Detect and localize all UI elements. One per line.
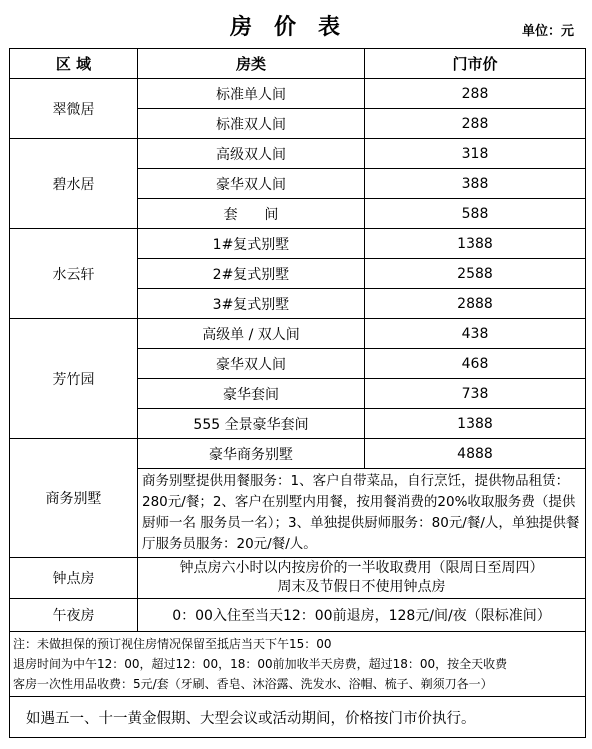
table-row	[10, 558, 586, 599]
price-cell: 2888	[365, 289, 586, 319]
table-row	[10, 319, 586, 349]
room-type-cell: 套 间	[138, 199, 365, 229]
table-row	[10, 632, 586, 697]
room-type-cell: 2#复式别墅	[138, 259, 365, 289]
price-cell: 738	[365, 379, 586, 409]
room-type-cell: 555 全景豪华套间	[138, 409, 365, 439]
room-type-cell: 高级单 / 双人间	[138, 319, 365, 349]
footer-note: 如遇五一、十一黄金假期、大型会议或活动期间，价格按门市价执行。	[10, 697, 586, 738]
hourly-room-description	[138, 558, 586, 599]
notes-cell	[10, 632, 586, 697]
room-type-cell: 豪华套间	[138, 379, 365, 409]
price-table	[9, 48, 586, 738]
table-row	[10, 229, 586, 259]
price-cell: 1388	[365, 229, 586, 259]
area-cell: 午夜房	[10, 599, 138, 632]
area-cell: 翠微居	[10, 79, 138, 139]
area-cell: 商务别墅	[10, 439, 138, 558]
room-type-cell: 豪华双人间	[138, 349, 365, 379]
midnight-room-description: 0：00入住至当天12：00前退房，128元/间/夜（限标准间）	[138, 599, 586, 632]
area-cell: 水云轩	[10, 229, 138, 319]
price-cell: 388	[365, 169, 586, 199]
area-cell: 碧水居	[10, 139, 138, 229]
price-cell: 588	[365, 199, 586, 229]
price-cell: 1388	[365, 409, 586, 439]
room-type-cell: 豪华双人间	[138, 169, 365, 199]
table-row	[10, 139, 586, 169]
price-cell: 2588	[365, 259, 586, 289]
room-type-cell: 高级双人间	[138, 139, 365, 169]
room-type-cell: 标准单人间	[138, 79, 365, 109]
hourly-line-1: 钟点房六小时以内按房价的一半收取费用（限周日至周四）	[179, 560, 544, 576]
area-cell: 钟点房	[10, 558, 138, 599]
page-title: 房价表	[229, 14, 362, 40]
column-header-type: 房类	[138, 49, 365, 79]
price-cell: 4888	[365, 439, 586, 469]
room-type-cell: 3#复式别墅	[138, 289, 365, 319]
table-row	[10, 599, 586, 632]
table-header-row	[10, 49, 586, 79]
note-line: 注：未做担保的预订视住房情况保留至抵店当天下午15：00	[13, 637, 332, 651]
note-line: 客房一次性用品收费：5元/套（牙刷、香皂、沐浴露、洗发水、浴帽、梳子、剃须刀各一）	[13, 677, 493, 691]
area-cell: 芳竹园	[10, 319, 138, 439]
table-row	[10, 79, 586, 109]
note-line: 退房时间为中午12：00，超过12：00，18：00前加收半天房费，超过18：00，按全天收费	[13, 657, 508, 671]
room-type-cell: 豪华商务别墅	[138, 439, 365, 469]
unit-label: 单位：元	[521, 24, 574, 39]
column-header-price: 门市价	[365, 49, 586, 79]
table-row	[10, 439, 586, 469]
hourly-line-2: 周末及节假日不使用钟点房	[277, 579, 446, 595]
price-cell: 468	[365, 349, 586, 379]
business-service-description: 商务别墅提供用餐服务：1、客户自带菜品，自行烹饪，提供物品租赁：280元/餐；2、客户在别墅内用餐，按用餐消费的20%收取服务费（提供厨师一名 服务员一名）；3、单独提供厨师服务：80元/餐/人，单独提供餐厅服务员服务：20元/餐/人。	[138, 469, 586, 558]
price-cell: 288	[365, 109, 586, 139]
table-row	[10, 697, 586, 738]
column-header-area: 区 域	[10, 49, 138, 79]
price-cell: 438	[365, 319, 586, 349]
price-cell: 318	[365, 139, 586, 169]
room-type-cell: 标准双人间	[138, 109, 365, 139]
room-type-cell: 1#复式别墅	[138, 229, 365, 259]
price-cell: 288	[365, 79, 586, 109]
